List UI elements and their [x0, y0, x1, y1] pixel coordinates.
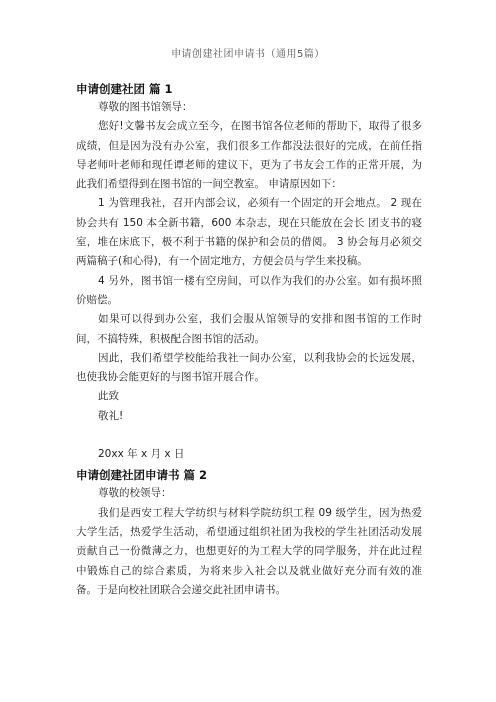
section-1-closing-2: 敬礼! [98, 409, 124, 422]
section-1-paragraph-5: 因此，我们希望学校能给我社一间办公室，以利我协会的长远发展，也使我协会能更好的与图书馆开展合作。 [76, 351, 422, 384]
section-2-title: 申请创建社团申请书 篇 2 [76, 468, 208, 483]
section-1-title: 申请创建社团 篇 1 [76, 82, 173, 96]
section-1-closing-1: 此致 [98, 390, 119, 403]
document-header-title: 申请创建社团申请书（通用5篇） [171, 49, 325, 60]
section-1-paragraph-3: 4 另外，图书馆一楼有空房间，可以作为我们的办公室。如有损坏照价赔偿。 [76, 274, 422, 306]
section-2-paragraph-1: 我们是西安工程大学纺织与材料学院纺织工程 09 级学生，因为热爱大学生活，热爱学生活动，希望通过组织社团为我校的学生社团活动发展贡献自己一份微薄之力，也想更好的为工程大学的同学服务，并在此过程中锻炼自己的综合素质，为将来步入社会以及就业做好充分而有效的准备。于是向校社团联合会递交此社团申请书。 [76, 506, 422, 596]
document-body [76, 80, 422, 600]
section-1-salutation: 尊敬的图书馆领导： [98, 101, 193, 113]
section-1-date: 20xx 年 x 月 x 日 [98, 448, 185, 461]
section-1-paragraph-4: 如果可以得到办公室，我们会服从馆领导的安排和图书馆的工作时间，不搞特殊，积极配合图书馆的活动。 [76, 313, 422, 345]
section-1-paragraph-1: 您好!文馨书友会成立至今，在图书馆各位老师的帮助下，取得了很多成绩，但是因为没有办公室，我们很多工作都没法很好的完成，在前任指导老师叶老师和现任谭老师的建议下，更为了书友会工作的正常开展，为此我们希望得到在图书馆的一间空教室。 申请原因如下： [76, 120, 422, 191]
section-2-salutation: 尊敬的校领导： [98, 487, 172, 500]
section-1-paragraph-2: 1 为管理我社，召开内部会议，必须有一个固定的开会地点。 2 现在协会共有 150 本全新书籍，600 本杂志，现在只能放在会长 团支书的寝室，堆在床底下，极不利于书籍的保护和会员的借阅。 3 协会每月必须交两篇稿子(和心得)，有一个固定地方，方便会员与学生来投稿。 [76, 197, 422, 268]
section-1-spacer [76, 426, 422, 445]
